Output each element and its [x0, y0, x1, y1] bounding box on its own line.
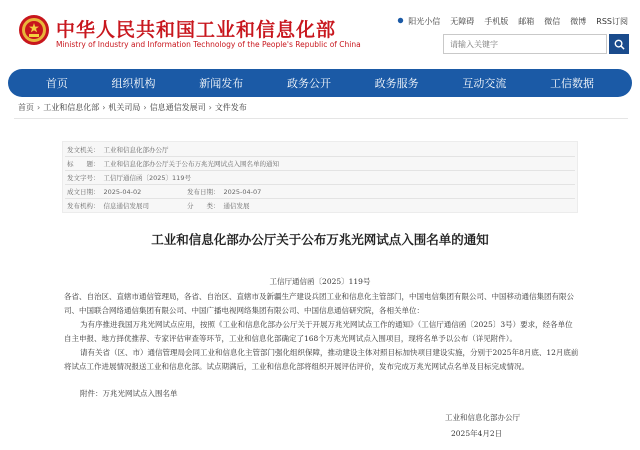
article-date: 2025年4月2日 — [451, 429, 503, 438]
site-title[interactable]: 中华人民共和国工业和信息化部 — [56, 19, 337, 41]
info-row-org: 发布机构： 信息通信发展司 — [67, 202, 149, 210]
nav-item-services[interactable]: 政务服务 — [374, 77, 419, 90]
search-icon — [614, 39, 625, 50]
site-header — [0, 0, 640, 66]
article-doc-number: 工信厅通信函〔2025〕119号 — [269, 277, 371, 286]
info-row-published: 发布日期： 2025-04-07 — [187, 188, 262, 196]
search-box — [443, 34, 629, 54]
info-row-category: 分 类： 通信发展 — [187, 202, 250, 210]
breadcrumb-documents[interactable]: 文件发布 — [214, 103, 247, 112]
search-button[interactable] — [609, 34, 629, 54]
nav-item-news[interactable]: 新闻发布 — [199, 77, 244, 90]
breadcrumb-home[interactable]: 首页 — [18, 103, 34, 112]
article-signature: 工业和信息化部办公厅 — [445, 413, 520, 422]
top-links — [396, 16, 628, 27]
divider — [65, 198, 575, 199]
article-paragraph-2: 请有关省（区、市）通信管理局会同工业和信息化主管部门强化组织保障，推动建设主体对照目标加快项目建设实施，分别于2025年8月底、12月底前将试点工作进展情况报送工业和信息化部。试点期满后，工业和信息化部将组织开展评估评价，发布完成万兆光网试点名单及目标完成情况。 — [64, 348, 579, 371]
divider — [65, 184, 575, 185]
national-emblem-icon[interactable] — [18, 14, 50, 46]
nav-item-data[interactable]: 工信数据 — [550, 77, 595, 90]
top-link-wechat[interactable]: 微信 — [544, 17, 561, 26]
site-subtitle: Ministry of Industry and Information Technology of the People's Republic of China — [56, 40, 361, 49]
article-paragraph-1: 为有序推进我国万兆光网试点应用，按照《工业和信息化部办公厅关于开展万兆光网试点工作的通知》（工信厅通信函〔2025〕3号）要求，经各单位自主申报、地方择优推荐、专家评估审查等环节，工业和信息化部确定了168个万兆光网试点入围项目，现将名单予以公布（详见附件）。 — [64, 320, 573, 343]
breadcrumb — [18, 102, 247, 113]
top-link-weibo[interactable]: 微博 — [570, 17, 587, 26]
chevron-right-icon: › — [37, 103, 41, 112]
article-title: 工业和信息化部办公厅关于公布万兆光网试点入围名单的通知 — [151, 232, 489, 247]
nav-item-public-affairs[interactable]: 政务公开 — [286, 77, 331, 90]
top-link-accessibility[interactable]: 无障碍 — [450, 17, 475, 26]
search-input[interactable] — [443, 34, 607, 54]
article-addressees: 各省、自治区、直辖市通信管理局，各省、自治区、直辖市及新疆生产建设兵团工业和信息化主管部门，中国电信集团有限公司、中国移动通信集团有限公司、中国联合网络通信集团有限公司、中国广播电视网络集团有限公司、中国信息通信研究院，各相关单位： — [64, 292, 574, 315]
info-row-created: 成文日期： 2025-04-02 — [67, 188, 142, 196]
top-link-mobile[interactable]: 手机版 — [484, 17, 509, 26]
sunshine-icon — [396, 16, 405, 25]
info-row-publisher: 发文机关： 工业和信息化部办公厅 — [67, 146, 169, 154]
info-row-subject: 标 题： 工业和信息化部办公厅关于公布万兆光网试点入围名单的通知 — [67, 160, 279, 168]
chevron-right-icon: › — [208, 103, 212, 112]
top-link-mail[interactable]: 邮箱 — [518, 17, 535, 26]
nav-item-home[interactable]: 首页 — [45, 77, 68, 90]
chevron-right-icon: › — [143, 103, 147, 112]
divider — [65, 156, 575, 157]
top-link-sunshine[interactable]: 阳光小信 — [396, 16, 440, 27]
divider — [14, 118, 628, 119]
document-info-box — [62, 141, 578, 213]
top-link-rss[interactable]: RSS订阅 — [596, 17, 628, 26]
main-nav — [8, 69, 632, 97]
nav-item-interaction[interactable]: 互动交流 — [462, 77, 507, 90]
info-row-doc-no: 发文字号： 工信厅通信函〔2025〕119号 — [67, 174, 191, 182]
breadcrumb-ministry[interactable]: 工业和信息化部 — [43, 103, 100, 112]
article-attachment[interactable]: 附件：万兆光网试点入围名单 — [80, 389, 178, 398]
breadcrumb-departments[interactable]: 机关司局 — [108, 103, 141, 112]
breadcrumb-telecom-dept[interactable]: 信息通信发展司 — [149, 103, 206, 112]
divider — [65, 170, 575, 171]
chevron-right-icon: › — [102, 103, 106, 112]
nav-item-organization[interactable]: 组织机构 — [111, 77, 156, 90]
